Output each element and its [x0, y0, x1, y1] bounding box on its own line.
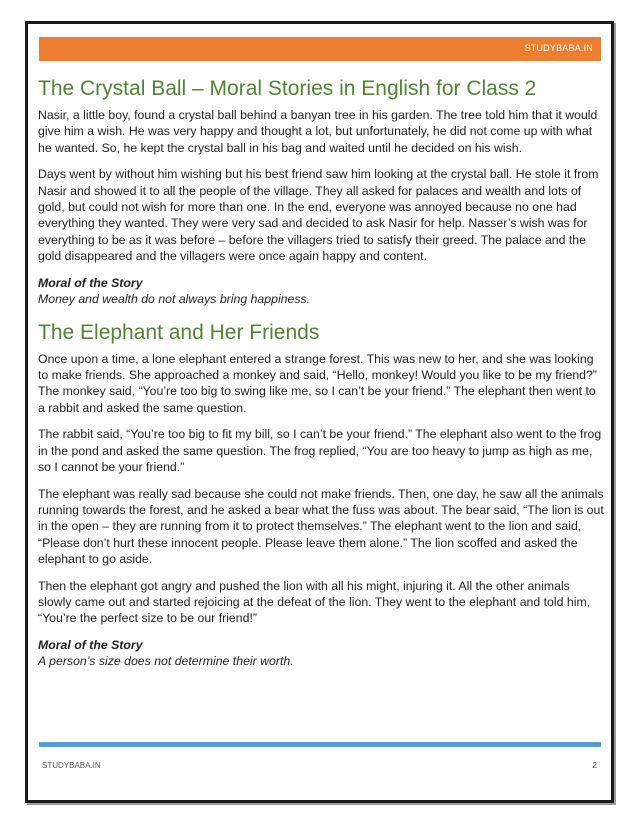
moral-label: Moral of the Story	[38, 637, 143, 652]
moral-text: Money and wealth do not always bring happiness.	[38, 291, 311, 306]
story-crystal-ball	[38, 76, 604, 307]
story-paragraph: The rabbit said, “You’re too big to fit my bill, so I can’t be your friend.” The elephant also went to the frog in the pond and asked the same question. The frog replied, “You are too heavy to jump as high as me, so I cannot be your friend.”	[38, 427, 602, 475]
story-title: The Elephant and Her Friends	[38, 320, 320, 344]
story-paragraph: Then the elephant got angry and pushed the lion with all his might, injuring it. All the other animals slowly came out and started rejoicing at the defeat of the lion. They went to the elephant and told him, “You’re the perfect size to be our friend!”	[38, 578, 591, 626]
page-number: 2	[592, 760, 597, 770]
moral-text: A person’s size does not determine their worth.	[38, 653, 294, 668]
story-paragraph: Once upon a time, a lone elephant entered a strange forest. This was new to her, and she was looking to make friends. She approached a monkey and said, “Hello, monkey! Would you like to be my friend?” The monkey said, “You’re too big to swing like me, so I can’t be your friend.” The elephant then went to a rabbit and asked the same question.	[38, 351, 597, 415]
story-paragraph: Days went by without him wishing but his best friend saw him looking at the crystal ball. He stole it from Nasir and showed it to all the people of the village. They all asked for palaces and wealth and lots of gold, but could not wish for more than one. In the end, everyone was annoyed because no one had everything they wanted. They were very sad and decided to ask Nasir for help. Nasser’s wish was for everything to be as it was before – before the villagers tried to satisfy their greed. The palace and the gold disappeared and the villagers were once again happy and content.	[38, 167, 599, 264]
header-brand: STUDYBABA.IN	[524, 43, 593, 53]
header-bar	[39, 37, 601, 61]
page	[25, 21, 614, 803]
story-elephant-and-friends	[38, 320, 604, 669]
footer-divider	[39, 742, 601, 747]
story-paragraph: The elephant was really sad because she could not make friends. Then, one day, he saw all the animals running towards the forest, and he asked a bear what the fuss was about. The bear said, “The lion is out in the open – they are running from it to protect themselves.” The elephant went to the lion and said, “Please don’t hurt these innocent people. Please leave them alone.” The lion scoffed and asked the elephant to go aside.	[38, 486, 604, 567]
story-title: The Crystal Ball – Moral Stories in English for Class 2	[38, 77, 537, 100]
page-content	[38, 76, 604, 669]
footer-site: STUDYBABA.IN	[42, 761, 101, 770]
moral-label: Moral of the Story	[38, 275, 143, 290]
story-paragraph: Nasir, a little boy, found a crystal ball behind a banyan tree in his garden. The tree told him that it would give him a wish. He was very happy and thought a lot, but unfortunately, he did not come up with what he wanted. So, he kept the crystal ball in his bag and waited until he decided on his wish.	[38, 108, 598, 155]
